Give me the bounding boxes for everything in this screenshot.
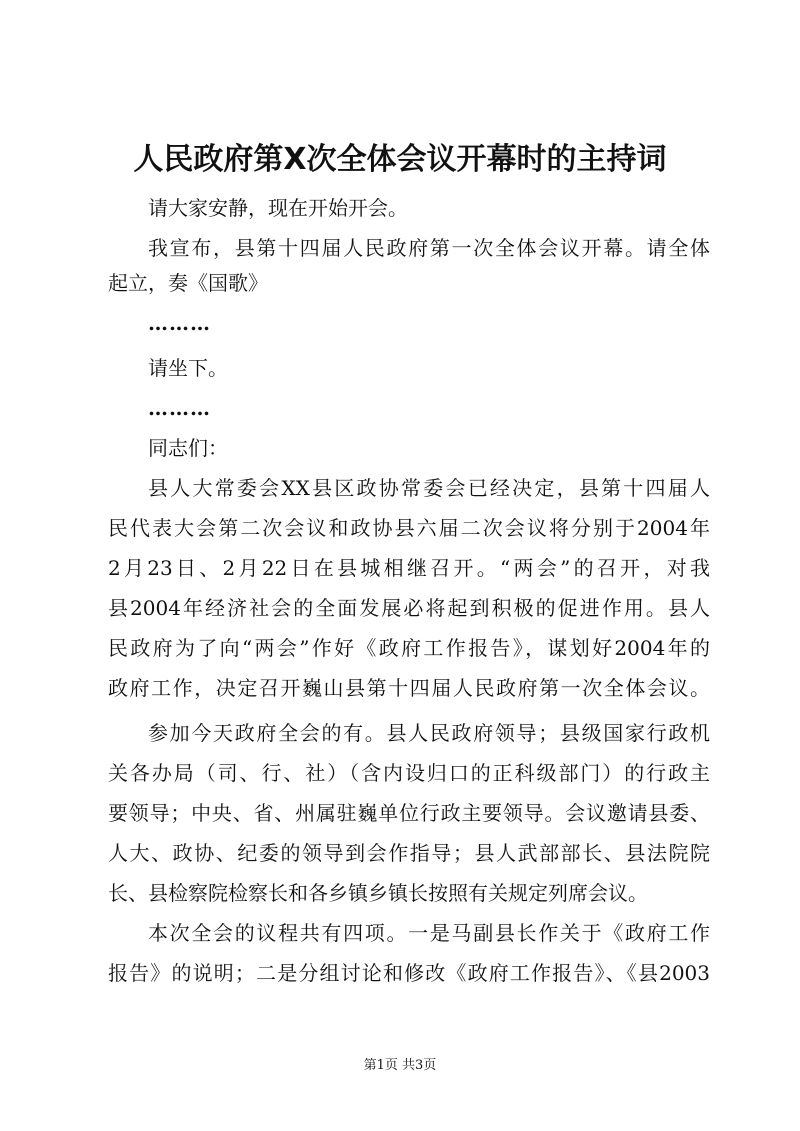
paragraph-line: 参加今天政府全会的有。县人民政府领导；县级国家行政机 bbox=[148, 721, 710, 745]
paragraph-line: 长、县检察院检察长和各乡镇乡镇长按照有关规定列席会议。 bbox=[108, 881, 648, 905]
paragraph-line: 报告》的说明；二是分组讨论和修改《政府工作报告》、《县2003 bbox=[108, 961, 710, 985]
document-title: 人民政府第X次全体会议开幕时的主持词 bbox=[133, 142, 667, 177]
paragraph-line: 县人大常委会XX县区政协常委会已经决定，县第十四届人 bbox=[148, 476, 710, 500]
paragraph-line: 政府工作，决定召开巍山县第十四届人民政府第一次全体会议。 bbox=[108, 676, 710, 700]
page-footer: 第1页 共3页 bbox=[363, 1058, 437, 1073]
paragraph-line: 民政府为了向“两会”作好《政府工作报告》，谋划好2004年的 bbox=[108, 636, 710, 660]
paragraph-line: 2月23日、2月22日在县城相继召开。“两会”的召开，对我 bbox=[108, 556, 710, 580]
ellipsis-line: ……… bbox=[148, 311, 211, 335]
paragraph-line: 要领导；中央、省、州属驻巍单位行政主要领导。会议邀请县委、 bbox=[108, 801, 710, 825]
paragraph-line: 关各办局（司、行、社）（含内设归口的正科级部门）的行政主 bbox=[108, 761, 710, 785]
paragraph-line: 我宣布，县第十四届人民政府第一次全体会议开幕。请全体 bbox=[148, 236, 710, 260]
paragraph-line: 民代表大会第二次会议和政协县六届二次会议将分别于2004年 bbox=[108, 516, 710, 540]
paragraph-line: 人大、政协、纪委的领导到会作指导；县人武部部长、县法院院 bbox=[108, 841, 710, 865]
ellipsis-line: ……… bbox=[148, 396, 211, 420]
paragraph-line: 请大家安静，现在开始开会。 bbox=[148, 196, 408, 220]
paragraph-line: 县2004年经济社会的全面发展必将起到积极的促进作用。县人 bbox=[108, 596, 710, 620]
paragraph-line: 同志们： bbox=[148, 436, 228, 460]
paragraph-line: 本次全会的议程共有四项。一是马副县长作关于《政府工作 bbox=[148, 921, 710, 945]
paragraph-line: 起立，奏《国歌》 bbox=[108, 271, 268, 295]
paragraph-line: 请坐下。 bbox=[148, 356, 228, 380]
